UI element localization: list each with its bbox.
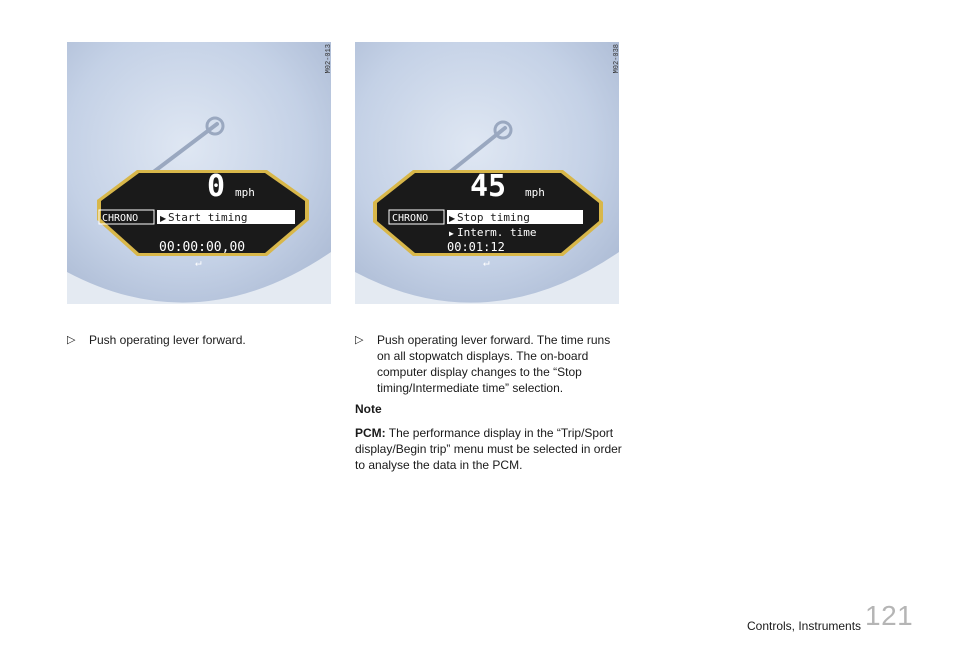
step-bullet-icon: ▷ <box>67 334 76 346</box>
timer-value: 00:01:12 <box>447 240 505 254</box>
note-body <box>355 425 630 473</box>
note-lead: PCM: <box>355 426 386 440</box>
figure-stop-timing <box>355 42 619 304</box>
note-heading: Note <box>355 402 382 416</box>
menu-item-selected: Start timing <box>168 211 248 224</box>
speed-unit: mph <box>235 186 255 199</box>
figure-start-timing <box>67 42 331 304</box>
note-text: The performance display in the “Trip/Sport display/Begin trip” menu must be selected in order to analyse the data in the PCM. <box>355 426 622 472</box>
step-bullet-icon: ▷ <box>355 334 364 346</box>
figure-code: M02-038 <box>613 44 621 74</box>
back-icon: ↵ <box>195 256 202 269</box>
step-text: Push operating lever forward. The time runs on all stopwatch displays. The on-board computer display changes to the “Stop timing/Intermediate time” selection. <box>377 333 611 395</box>
figure-code: M02-013 <box>325 44 333 74</box>
mode-label: CHRONO <box>102 213 139 224</box>
menu-item-selected: Stop timing <box>457 211 530 224</box>
step-2 <box>355 332 625 396</box>
menu-item: Interm. time <box>457 226 537 239</box>
speed-unit: mph <box>525 186 545 199</box>
speed-value: 0 <box>207 169 226 204</box>
mode-label: CHRONO <box>392 213 429 224</box>
timer-value: 00:00:00,00 <box>159 240 246 255</box>
speed-value: 45 <box>470 169 507 204</box>
menu-arrow-icon: ▶ <box>160 214 167 223</box>
page-number: 121 <box>865 600 914 631</box>
menu-arrow-icon: ▶ <box>449 214 456 223</box>
menu-arrow-icon: ▶ <box>449 229 454 238</box>
step-text: Push operating lever forward. <box>89 333 246 347</box>
back-icon: ↵ <box>483 256 490 269</box>
footer-section: Controls, Instruments <box>747 619 862 633</box>
